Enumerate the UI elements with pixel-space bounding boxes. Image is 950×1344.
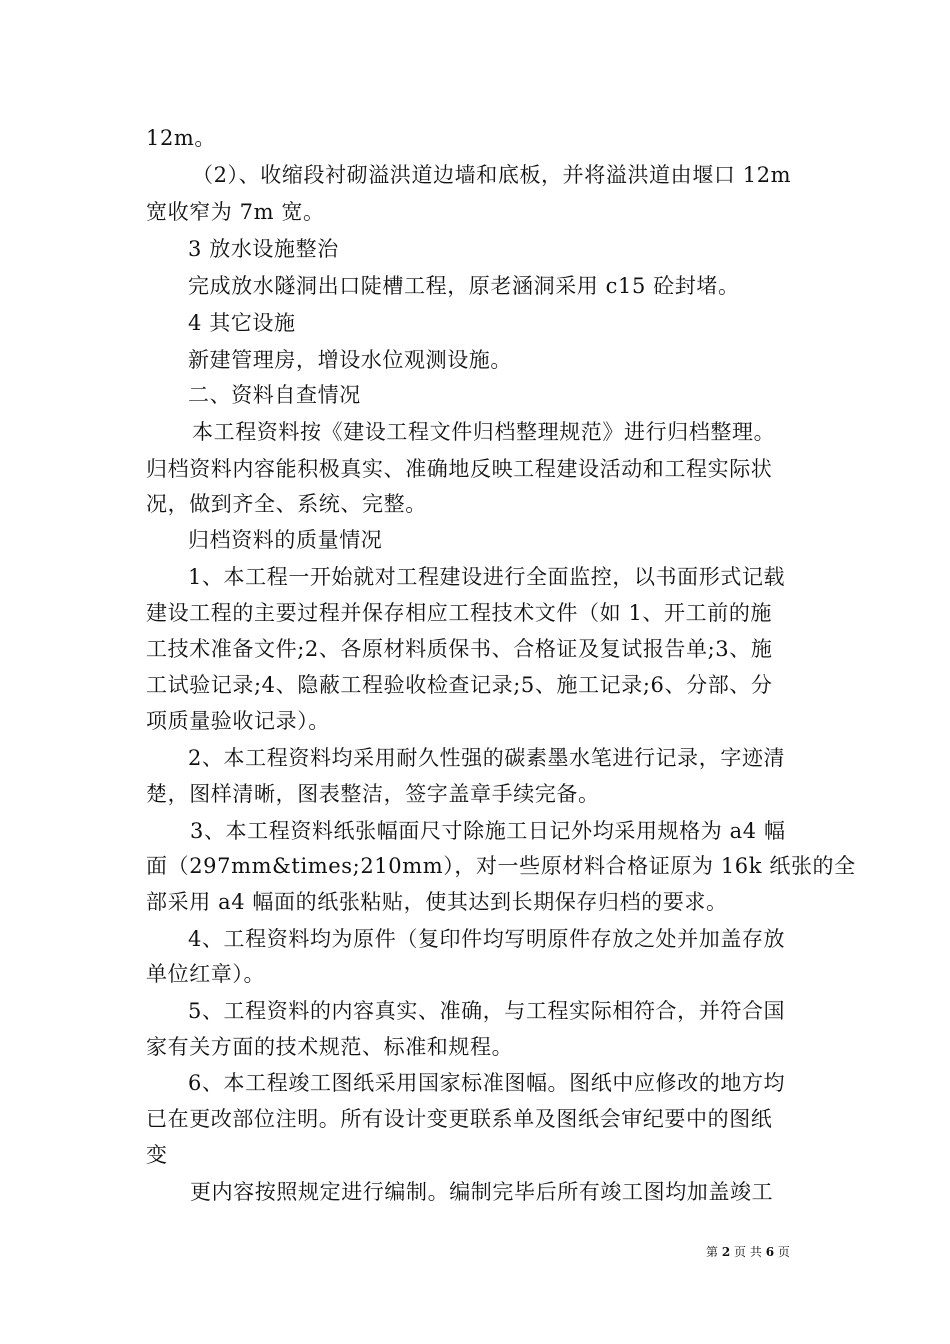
footer-prefix: 第 <box>706 1245 719 1259</box>
text-line: 本工程资料按《建设工程文件归档整理规范》进行归档整理。 <box>192 420 776 444</box>
text-line: 变 <box>146 1143 168 1167</box>
text-line: 已在更改部位注明。所有设计变更联系单及图纸会审纪要中的图纸 <box>146 1107 773 1131</box>
text-line: 12m。 <box>146 126 217 150</box>
text-line: 工试验记录;4、隐蔽工程验收检查记录;5、施工记录;6、分部、分 <box>146 673 773 697</box>
current-page-number: 2 <box>721 1245 731 1259</box>
text-line: 况，做到齐全、系统、完整。 <box>146 492 427 516</box>
text-line: 3、本工程资料纸张幅面尺寸除施工日记外均采用规格为 a4 幅 <box>190 819 786 843</box>
text-line: 归档资料内容能积极真实、准确地反映工程建设活动和工程实际状 <box>146 457 773 481</box>
page-footer <box>706 1244 790 1260</box>
section-heading: 4 其它设施 <box>188 311 296 335</box>
text-line: 项质量验收记录）。 <box>146 709 330 733</box>
text-line: 建设工程的主要过程并保存相应工程技术文件（如 1、开工前的施 <box>146 601 773 625</box>
text-line: 部采用 a4 幅面的纸张粘贴，使其达到长期保存归档的要求。 <box>146 890 728 914</box>
footer-suffix: 页 <box>777 1245 790 1259</box>
text-line: 4、工程资料均为原件（复印件均写明原件存放之处并加盖存放 <box>188 927 786 951</box>
text-line: 单位红章）。 <box>146 962 266 986</box>
text-line: 完成放水隧洞出口陡槽工程，原老涵洞采用 c15 砼封堵。 <box>188 274 740 298</box>
text-line: 宽收窄为 7m 宽。 <box>146 200 325 224</box>
text-line: 家有关方面的技术规范、标准和规程。 <box>146 1035 514 1059</box>
text-line: 面（297mm&times;210mm），对一些原材料合格证原为 16k 纸张的全 <box>146 854 856 878</box>
text-line: （2）、收缩段衬砌溢洪道边墙和底板，并将溢洪道由堰口 12m <box>192 163 792 187</box>
text-line: 工技术准备文件;2、各原材料质保书、合格证及复试报告单;3、施 <box>146 637 773 661</box>
section-heading: 二、资料自查情况 <box>188 383 361 407</box>
total-page-count: 6 <box>765 1245 775 1259</box>
text-line: 6、本工程竣工图纸采用国家标准图幅。图纸中应修改的地方均 <box>188 1071 786 1095</box>
section-heading: 3 放水设施整治 <box>188 237 339 261</box>
text-line: 5、工程资料的内容真实、准确，与工程实际相符合，并符合国 <box>188 999 786 1023</box>
text-line: 1、本工程一开始就对工程建设进行全面监控，以书面形式记载 <box>188 565 786 589</box>
section-heading: 归档资料的质量情况 <box>188 528 383 552</box>
text-line: 新建管理房，增设水位观测设施。 <box>188 348 512 372</box>
text-line: 楚，图样清晰，图表整洁，签字盖章手续完备。 <box>146 782 600 806</box>
text-line: 2、本工程资料均采用耐久性强的碳素墨水笔进行记录，字迹清 <box>188 746 786 770</box>
footer-middle: 页 共 <box>734 1245 762 1259</box>
text-line: 更内容按照规定进行编制。编制完毕后所有竣工图均加盖竣工 <box>190 1180 774 1204</box>
